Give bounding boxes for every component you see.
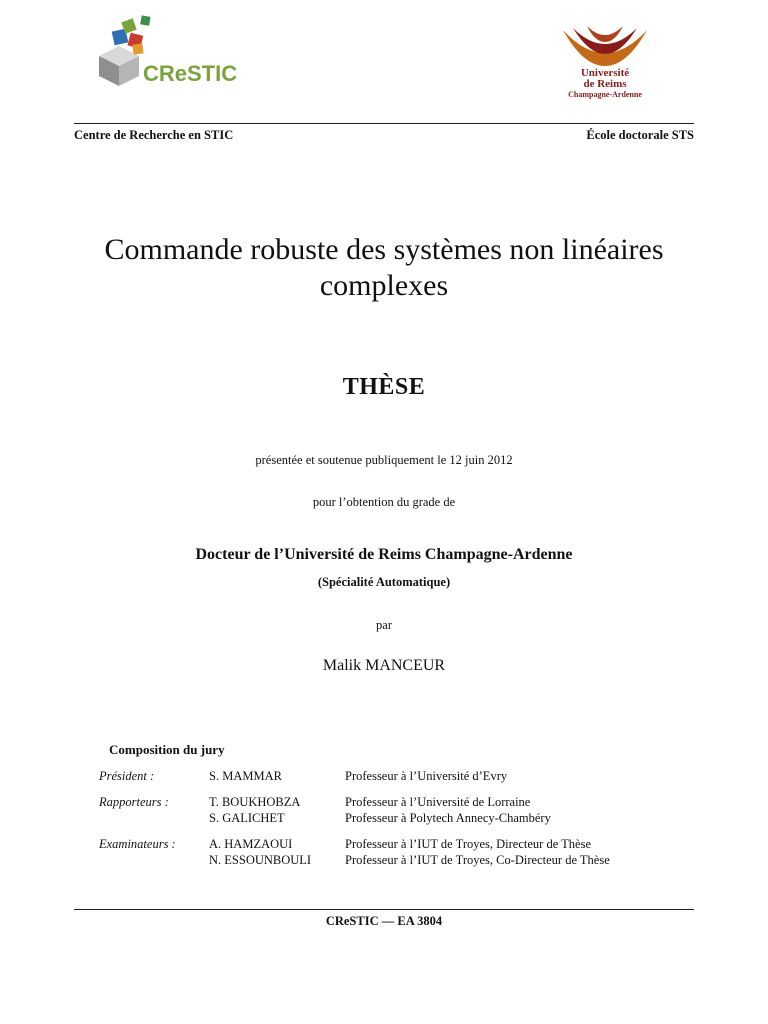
urca-logo-line3: Champagne-Ardenne bbox=[568, 90, 642, 99]
jury-desc-examinateur2: Professeur à l’IUT de Troyes, Co-Directeur de Thèse bbox=[345, 853, 610, 867]
crestic-logo bbox=[95, 14, 255, 88]
by-text: par bbox=[376, 618, 392, 632]
jury-role-examinateurs: Examinateurs : bbox=[99, 837, 176, 851]
thesis-title: Commande robuste des systèmes non linéaires complexes bbox=[104, 233, 664, 302]
urca-logo bbox=[535, 20, 675, 100]
urca-logo-line1: Université bbox=[580, 67, 630, 79]
jury-name-examinateur1: A. HAMZAOUI bbox=[209, 837, 293, 851]
crestic-logo-text: CReSTIC bbox=[143, 61, 238, 86]
jury-desc-rapporteur1: Professeur à l’Université de Lorraine bbox=[345, 795, 531, 809]
jury-name-rapporteur2: S. GALICHET bbox=[209, 811, 285, 825]
footer-rule bbox=[74, 909, 694, 910]
obtention-text: pour l’obtention du grade de bbox=[312, 495, 456, 509]
document-type: THÈSE bbox=[342, 374, 426, 400]
urca-logo-line2: de Reims bbox=[583, 78, 627, 90]
jury-desc-examinateur1: Professeur à l’IUT de Troyes, Directeur de Thèse bbox=[345, 837, 592, 851]
header-rule bbox=[74, 123, 694, 124]
jury-desc-rapporteur2: Professeur à Polytech Annecy-Chambéry bbox=[345, 811, 551, 825]
jury-name-rapporteur1: T. BOUKHOBZA bbox=[209, 795, 301, 809]
jury-name-president: S. MAMMAR bbox=[209, 769, 282, 783]
presentation-date: présentée et soutenue publiquement le 12 juin 2012 bbox=[255, 453, 513, 467]
header-left: Centre de Recherche en STIC bbox=[74, 128, 234, 142]
author-name: Malik MANCEUR bbox=[322, 657, 446, 674]
jury-role-president: Président : bbox=[99, 769, 155, 783]
jury-heading: Composition du jury bbox=[109, 742, 225, 757]
footer-text: CReSTIC — EA 3804 bbox=[325, 914, 443, 928]
header-right: École doctorale STS bbox=[586, 128, 694, 142]
degree: Docteur de l’Université de Reims Champagne-Ardenne bbox=[195, 546, 573, 563]
specialty: (Spécialité Automatique) bbox=[317, 575, 451, 589]
jury-desc-president: Professeur à l’Université d’Evry bbox=[345, 769, 508, 783]
jury-name-examinateur2: N. ESSOUNBOULI bbox=[209, 853, 312, 867]
jury-role-rapporteurs: Rapporteurs : bbox=[99, 795, 169, 809]
